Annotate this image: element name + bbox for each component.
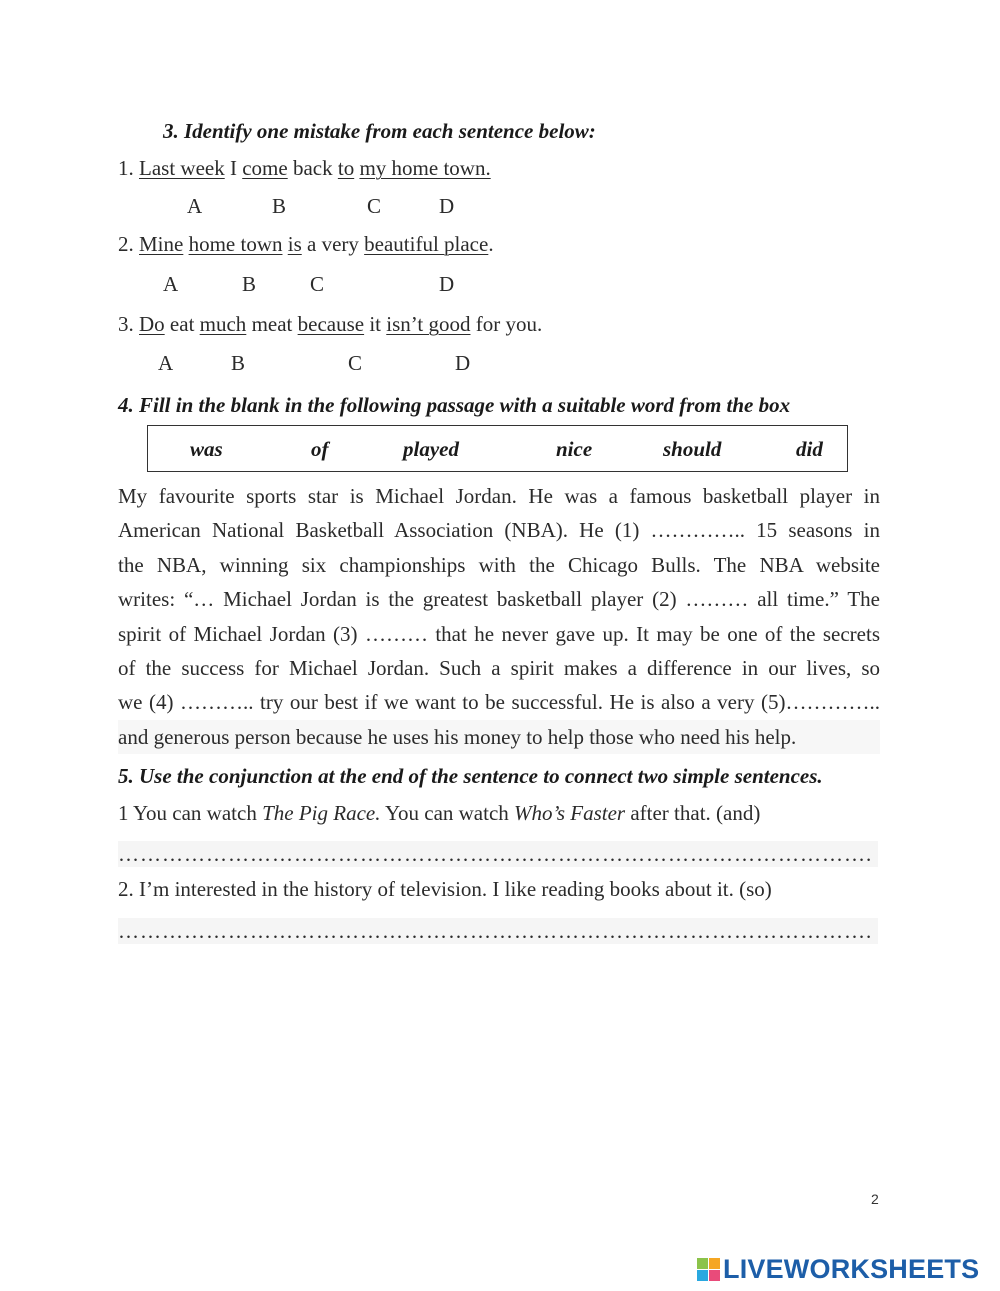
question-number: 1. xyxy=(118,156,139,180)
sentence-text: meat xyxy=(246,312,298,336)
question-number: 3. xyxy=(118,312,139,336)
logo-square xyxy=(709,1270,720,1281)
word-did: did xyxy=(796,437,823,461)
word-should: should xyxy=(663,437,722,461)
passage-line: and generous person because he uses his money to help those who need his help. xyxy=(118,720,880,754)
letter-a: A xyxy=(163,272,179,296)
conjunction-question-2: 2. I’m interested in the history of television. I like reading books about it. (so) xyxy=(118,877,772,901)
logo-square xyxy=(697,1258,708,1269)
sentence-text: after that. (and) xyxy=(625,801,761,825)
letter-d: D xyxy=(439,272,455,296)
passage-line: the NBA, winning six championships with the Chicago Bulls. The NBA website xyxy=(118,552,880,577)
show-title: Who’s Faster xyxy=(514,801,626,825)
sentence-text: You can watch xyxy=(380,801,515,825)
question-number: 2. xyxy=(118,232,139,256)
page-number: 2 xyxy=(871,1191,879,1207)
letter-c: C xyxy=(310,272,325,296)
show-title: The Pig Race. xyxy=(262,801,381,825)
letter-c: C xyxy=(367,194,382,218)
passage-line: My favourite sports star is Michael Jordan. He was a famous basketball player in xyxy=(118,484,880,508)
passage xyxy=(118,479,880,754)
sentence-text: it xyxy=(364,312,387,336)
letter-b: B xyxy=(231,351,246,375)
letter-a: A xyxy=(158,351,174,375)
letter-a: A xyxy=(187,194,203,218)
section5-heading: 5. Use the conjunction at the end of the sentence to connect two simple sentences. xyxy=(118,764,823,788)
word-nice: nice xyxy=(556,437,593,461)
passage-line: we (4) ……….. try our best if we want to be successful. He is also a very (5)………….. xyxy=(118,690,880,715)
option-a-text: Do xyxy=(139,312,165,336)
option-a-text: Last week xyxy=(139,156,225,180)
liveworksheets-logo xyxy=(697,1252,979,1286)
word-box xyxy=(147,425,848,472)
word-was: was xyxy=(190,437,223,461)
sentence-text: eat xyxy=(164,312,200,336)
passage-line: American National Basketball Association (NBA). He (1) ………….. 15 seasons in xyxy=(118,518,880,543)
option-b-text: home town xyxy=(188,232,283,256)
option-d-text: beautiful place xyxy=(364,232,489,256)
answer-line-1[interactable]: …………………………………………………………………………………………. xyxy=(118,841,878,867)
letter-b: B xyxy=(242,272,257,296)
sentence-text: back xyxy=(287,156,338,180)
question-3 xyxy=(118,312,542,337)
word-played: played xyxy=(403,437,459,461)
option-a-text: Mine xyxy=(139,232,184,256)
sentence-text: a very xyxy=(301,232,365,256)
logo-square xyxy=(709,1258,720,1269)
option-c-text: is xyxy=(287,232,302,256)
word-of: of xyxy=(311,437,329,461)
sentence-text: . xyxy=(488,232,494,256)
logo-grid-icon xyxy=(697,1258,720,1281)
question-1 xyxy=(118,156,491,181)
option-b-text: much xyxy=(199,312,247,336)
option-d-text: isn’t good xyxy=(386,312,471,336)
option-c-text: because xyxy=(297,312,365,336)
answer-line-2[interactable]: …………………………………………………………………………………………. xyxy=(118,918,878,944)
logo-square xyxy=(697,1270,708,1281)
option-b-text: come xyxy=(242,156,288,180)
letter-b: B xyxy=(272,194,287,218)
logo-text: LIVEWORKSHEETS xyxy=(723,1253,980,1284)
section3-heading: 3. Identify one mistake from each sentence below: xyxy=(163,119,596,143)
section4-heading: 4. Fill in the blank in the following passage with a suitable word from the box xyxy=(118,393,791,417)
passage-line: spirit of Michael Jordan (3) ……… that he never gave up. It may be one of the secrets xyxy=(118,621,880,646)
conjunction-question-1 xyxy=(118,801,760,826)
letter-d: D xyxy=(439,194,455,218)
passage-line: of the success for Michael Jordan. Such a spirit makes a difference in our lives, so xyxy=(118,655,880,680)
option-c-text: to xyxy=(337,156,355,180)
option-d-text: my home town. xyxy=(359,156,491,180)
letter-d: D xyxy=(455,351,471,375)
question-2 xyxy=(118,232,494,257)
sentence-text: for you. xyxy=(470,312,543,336)
passage-line: writes: “… Michael Jordan is the greatest basketball player (2) ……… all time.” The xyxy=(118,587,880,612)
sentence-text: I xyxy=(224,156,243,180)
sentence-text: 1 You can watch xyxy=(118,801,263,825)
letter-c: C xyxy=(348,351,363,375)
